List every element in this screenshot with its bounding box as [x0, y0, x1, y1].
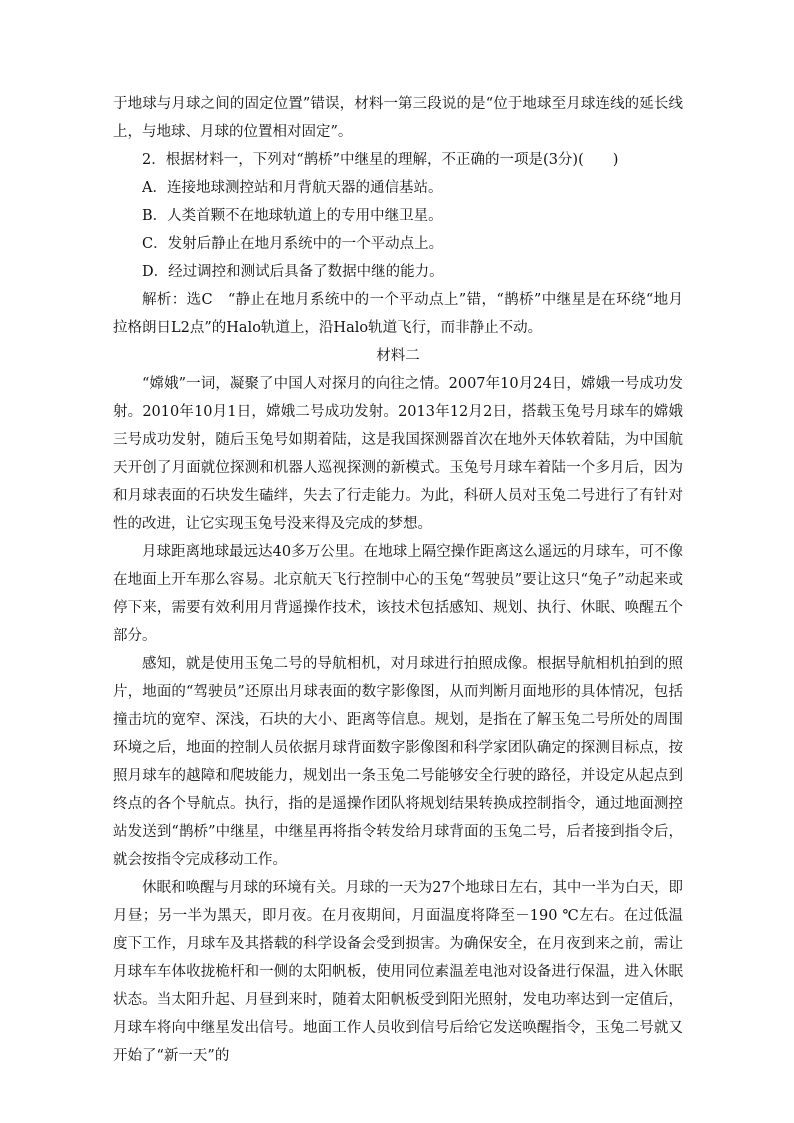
question-2-stem: 2．根据材料一，下列对“鹊桥”中继星的理解，不正确的一项是(3分)( ) [142, 152, 619, 168]
option-a: A．连接地球测控站和月背航天器的通信基站。 [142, 180, 443, 196]
option-c: C．发射后静止在地月系统中的一个平动点上。 [142, 236, 444, 252]
material-2-paragraph-1: “嫦娥”一词，凝聚了中国人对探月的向往之情。2007年10月24日，嫦娥一号成功发射。2010年10月1日，嫦娥二号成功发射。2013年12月2日，搭载玉兔号月球车的嫦娥三号成功发射，随后玉兔号如期着陆，这是我国探测器首次在地外天体软着陆，为中国航天开创了月面就位探测和机器人巡视探测的新模式。玉兔号月球车着陆一个多月后，因为和月球表面的石块发生磕绊，失去了行走能力。为此，科研人员对玉兔二号进行了有针对性的改进，让它实现玉兔号没来得及完成的梦想。 [113, 376, 683, 532]
option-b: B．人类首颗不在地球轨道上的专用中继卫星。 [142, 208, 443, 224]
section-heading-material-2: 材料二 [376, 348, 420, 364]
paragraph-continuation: 于地球与月球之间的固定位置”错误，材料一第三段说的是“位于地球至月球连线的延长线上，与地球、月球的位置相对固定”。 [113, 96, 683, 140]
document-body [113, 90, 683, 1070]
material-2-paragraph-3: 感知，就是使用玉兔二号的导航相机，对月球进行拍照成像。根据导航相机拍到的照片，地面的“驾驶员”还原出月球表面的数字影像图，从而判断月面地形的具体情况，包括撞击坑的宽窄、深浅，石块的大小、距离等信息。规划，是指在了解玉兔二号所处的周围环境之后，地面的控制人员依据月球背面数字影像图和科学家团队确定的探测目标点，按照月球车的越障和爬坡能力，规划出一条玉兔二号能够安全行驶的路径，并设定从起点到终点的各个导航点。执行，指的是遥操作团队将规划结果转换成控制指令，通过地面测控站发送到“鹊桥”中继星，中继星再将指令转发给月球背面的玉兔二号，后者接到指令后，就会按指令完成移动工作。 [113, 656, 683, 868]
option-d: D．经过调控和测试后具备了数据中继的能力。 [142, 264, 444, 280]
material-2-paragraph-4: 休眠和唤醒与月球的环境有关。月球的一天为27个地球日左右，其中一半为白天，即月昼；另一半为黑天，即月夜。在月夜期间，月面温度将降至－190 ℃左右。在过低温度下工作，月球车及其搭载的科学设备会受到损害。为确保安全，在月夜到来之前，需让月球车车体收拢桅杆和一侧的太阳帆板，使用同位素温差电池对设备进行保温，进入休眠状态。当太阳升起、月昼到来时，随着太阳帆板受到阳光照射，发电功率达到一定值后，月球车将向中继星发出信号。地面工作人员收到信号后给它发送唤醒指令，玉兔二号就又开始了“新一天”的 [113, 880, 683, 1064]
answer-analysis: 解析：选C “静止在地月系统中的一个平动点上”错，“鹊桥”中继星是在环绕“地月拉格朗日L2点”的Halo轨道上，沿Halo轨道飞行，而非静止不动。 [113, 292, 683, 336]
material-2-paragraph-2: 月球距离地球最远达40多万公里。在地球上隔空操作距离这么遥远的月球车，可不像在地面上开车那么容易。北京航天飞行控制中心的玉兔“驾驶员”要让这只“兔子”动起来或停下来，需要有效利用月背遥操作技术，该技术包括感知、规划、执行、休眠、唤醒五个部分。 [113, 544, 683, 644]
